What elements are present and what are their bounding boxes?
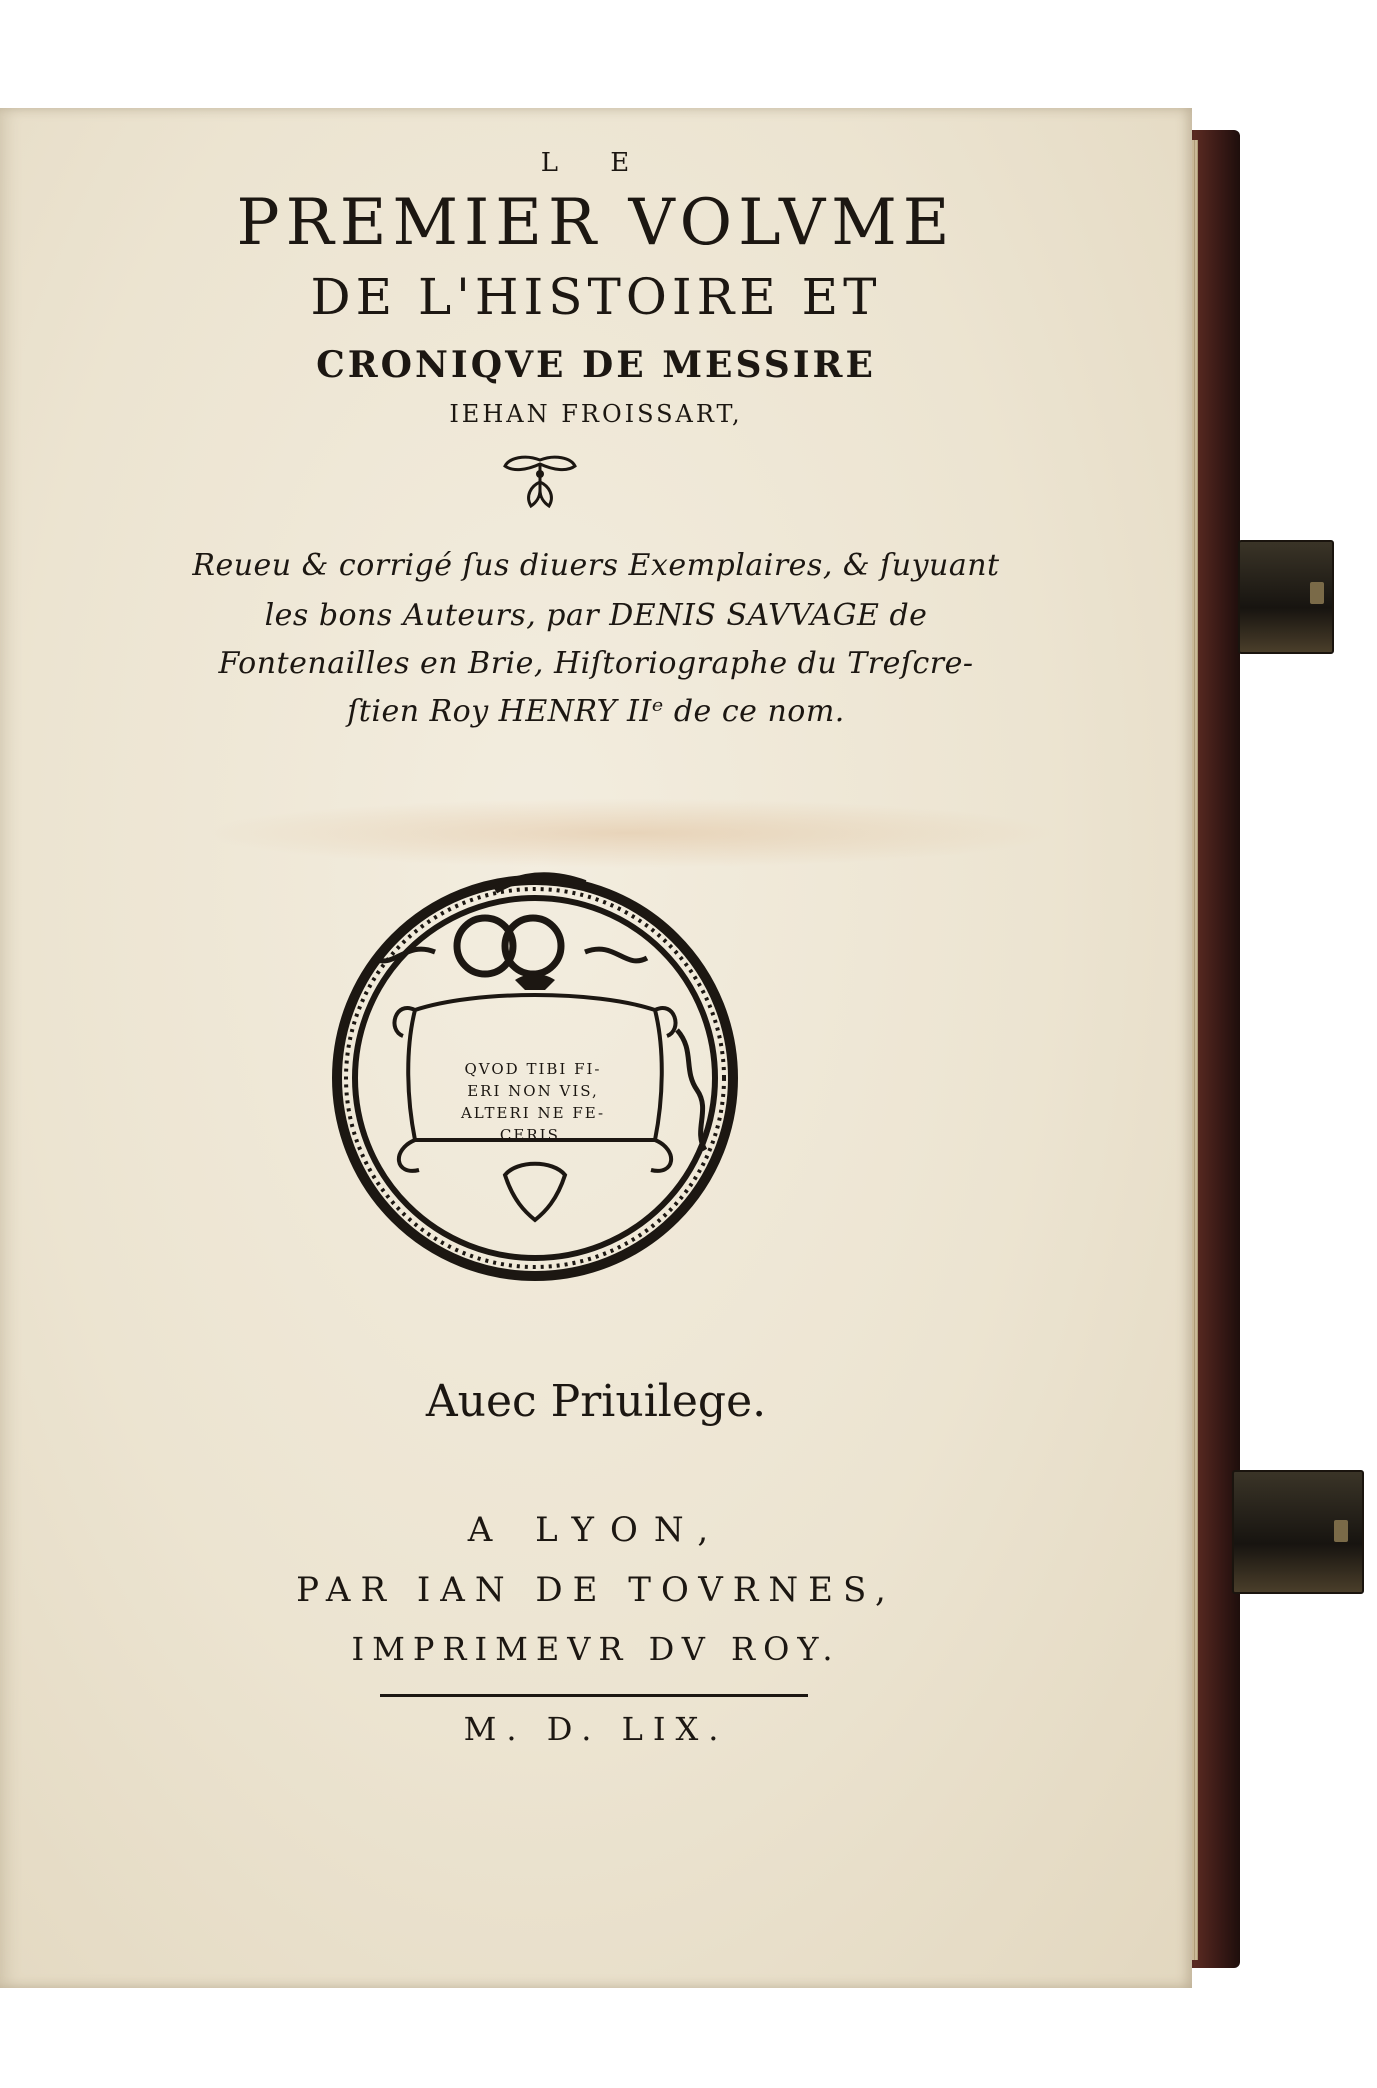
motto-line-4: CERIS.: [499, 1126, 567, 1144]
motto-line-1: QVOD TIBI FI-: [464, 1060, 602, 1078]
brass-clasp-top: [1238, 540, 1334, 654]
imprint-rule: [380, 1694, 808, 1697]
motto-line-3: ALTERI NE FE-: [460, 1104, 606, 1122]
title-line-2: DE L'HISTOIRE ET: [310, 268, 882, 326]
title-line-3: CRONIQVE DE MESSIRE: [316, 344, 876, 386]
title-line-1: PREMIER VOLVME: [236, 186, 956, 260]
title-article: L E: [540, 148, 652, 178]
motto-line-2: ERI NON VIS,: [467, 1082, 599, 1100]
brass-clasp-bottom: [1232, 1470, 1364, 1594]
imprint-role: IMPRIMEVR DV ROY.: [351, 1630, 841, 1668]
description-line-1: Reueu & corrigé ſus diuers Exemplaires, & ſuyuant: [192, 548, 1000, 583]
description-line-2: les bons Auteurs, par DENIS SAVVAGE de: [264, 598, 928, 633]
emblem-motto: [438, 1058, 628, 1146]
description-line-3: Fontenailles en Brie, Hiſtoriographe du Treſcre-: [218, 646, 974, 681]
imprint-printer: PAR IAN DE TOVRNES,: [296, 1570, 896, 1610]
clasp-pin: [1334, 1520, 1348, 1542]
imprint-city: A LYON,: [467, 1510, 725, 1550]
fleuron-ornament-icon: [495, 452, 585, 512]
imprint-date: M. D. LIX.: [463, 1710, 729, 1748]
description-line-4: ſtien Roy HENRY IIᵉ de ce nom.: [347, 694, 845, 729]
clasp-pin: [1310, 582, 1324, 604]
title-line-4: IEHAN FROISSART,: [449, 400, 743, 428]
privilege-line: Auec Priuilege.: [425, 1376, 767, 1427]
